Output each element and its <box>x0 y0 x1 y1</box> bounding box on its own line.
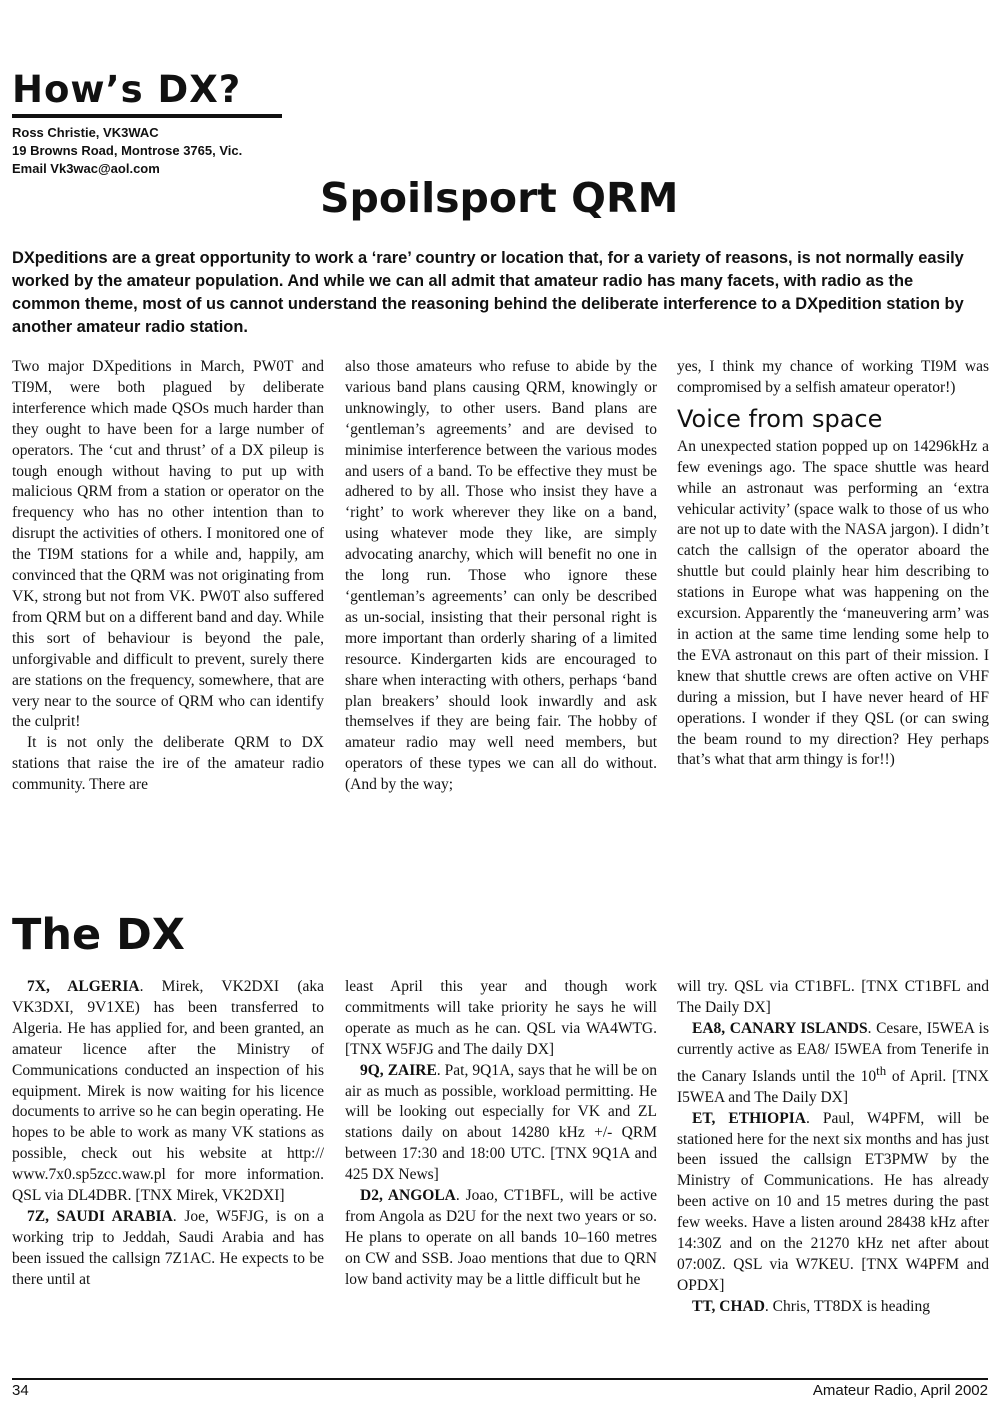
entry-text: of April. [TNX I5WEA and The Daily DX] <box>677 1067 990 1106</box>
column-title-rule <box>12 114 282 118</box>
section-subhead: Voice from space <box>677 404 883 433</box>
dx-entry-zaire <box>345 1061 657 1186</box>
article-column-2 <box>345 357 657 796</box>
dx-entry-canary-islands <box>677 1019 989 1109</box>
entry-text: . Joe, W5FJG, is on a working trip to Jeddah, Saudi Arabia and has been issued the callsign 7Z1AC. He expects to be there until at <box>12 1207 324 1288</box>
column-header <box>12 70 282 178</box>
entry-text: . Paul, W4PFM, will be stationed here for the next six months and has just been issued the callsign ET3PMW by the Ministry of Communications. He has already been active on 10 and 15 metres during the past few weeks. Have a listen around 28438 kHz after 14:30Z and on the 21270 kHz net after about 07:00Z. QSL via W7KEU. [TNX W4PFM and OPDX] <box>677 1109 990 1294</box>
article-column-3 <box>677 357 989 771</box>
entry-heading: 7X, ALGERIA <box>27 978 140 995</box>
dx-entry-saudi-arabia <box>12 1207 324 1291</box>
dx-entry-ethiopia <box>677 1109 989 1297</box>
paragraph: also those amateurs who refuse to abide by the various band plans causing QRM, knowingly or unknowingly, to other users. Band plans are ‘gentleman’s agreements’ and are devised to minimise interference between the various modes and users of a band. To be effective they must be adhered to by all. Those who insist they have a ‘right’ to work wherever they like on a band, using whatever mode they like, are simply advocating anarchy, which will benefit no one in the long run. Those who ignore these ‘gentleman’s agreements’ can only be described as un-social, insisting that their personal right is more important than orderly sharing of a limited resource. Kindergarten kids are encouraged to share when interacting with others, perhaps ‘band plan breakers’ should look inwardly and ask themselves if they are being fair. The hobby of amateur radio may well need members, but operators of these types we can all do without. (And by the way; <box>345 358 657 794</box>
paragraph: An unexpected station popped up on 14296kHz a few evenings ago. The space shuttle was heard while an astronaut was performing an ‘extra vehicular activity’ (space walk to those of us who are not up to date with the NASA jargon). I didn’t catch the callsign of the operator aboard the shuttle but could plainly hear him describing to stations in Europe what was happening on the excursion. Apparently the ‘maneuvering arm’ was in action at the same time lending some help to the EVA astronaut on this part of their mission. I knew that shuttle crews are often active on VHF during a mission, but I have never heard of HF operations. I wonder if they QSL (or can swing the beam round to my direction? Hey perhaps that’s what that arm thingy is for!!) <box>677 437 989 769</box>
entry-text: . Pat, 9Q1A, says that he will be on air as much as possible, workload permitting. He will be looking out especially for VK and ZL stations daily on about 14280 kHz +/- QRM between 17:30 and 18:00 UTC. [TNX 9Q1A and 425 DX News] <box>345 1061 657 1184</box>
page-number: 34 <box>12 1382 29 1399</box>
entry-text: . Joao, CT1BFL, will be active from Angola as D2U for the next two years or so. He plans to operate on all bands 10–160 metres on CW and SSB. Joao mentions that due to QRN low band activity may be a little difficult but he <box>345 1187 658 1288</box>
entry-heading: EA8, CANARY ISLANDS <box>692 1019 868 1037</box>
entry-heading: D2, ANGOLA <box>360 1187 456 1205</box>
column-title: How’s DX? <box>12 68 242 111</box>
article-column-1 <box>12 357 324 796</box>
dx-entry-angola <box>345 1186 657 1291</box>
publication-credit: Amateur Radio, April 2002 <box>812 1382 988 1399</box>
paragraph: will try. QSL via CT1BFL. [TNX CT1BFL and The Daily DX] <box>677 978 989 1016</box>
footer-rule <box>12 1378 988 1380</box>
dx-entry-algeria <box>12 977 324 1207</box>
entry-heading: TT, CHAD <box>692 1297 765 1315</box>
author-name: Ross Christie, VK3WAC <box>12 125 159 140</box>
paragraph: It is not only the deliberate QRM to DX stations that raise the ire of the amateur radio community. There are <box>12 734 324 794</box>
dx-entry-chad <box>677 1297 989 1318</box>
dx-column-2 <box>345 977 657 1291</box>
entry-text: . Chris, TT8DX is heading <box>764 1297 930 1315</box>
ordinal-suffix: th <box>876 1062 887 1078</box>
entry-heading: 7Z, SAUDI ARABIA <box>27 1207 173 1225</box>
dx-section-title: The DX <box>12 910 185 960</box>
dx-column-1 <box>12 977 324 1291</box>
dx-column-3 <box>677 977 989 1318</box>
paragraph: yes, I think my chance of working TI9M was compromised by a selfish amateur operator!) <box>677 358 989 396</box>
entry-text: . Mirek, VK2DXI (aka VK3DXI, 9V1XE) has been transferred to Algeria. He has applied for, and been granted, an amateur licence after the Ministry of Communications conducted an inspection of his equipment. Mirek is now waiting for his licence documents to arrive so he can begin operating. He hopes to be able to work as many VK stations as possible, check out his website at http:// www.7x0.sp5zcc.waw.pl for more information. QSL via DL4DBR. [TNX Mirek, VK2DXI] <box>12 978 324 1205</box>
paragraph: Two major DXpeditions in March, PW0T and TI9M, were both plagued by deliberate interference which made QSOs much harder than they ought to have been for a large number of operators. The ‘cut and thrust’ of a DX pileup is tough enough without having to put up with malicious QRM from a station or operator on the frequency who has no other intention than to disrupt the activities of others. I monitored one of the TI9M stations for a while and, happily, am convinced that the QRM was not originating from VK, strong but not from VK. PW0T also suffered from QRM but on a different band and day. While this sort of behaviour is beyond the pale, unforgivable and difficult to prevent, surely there are stations on the frequency, somewhere, that are very near to the source of QRM who can identify the culprit! <box>12 358 324 731</box>
author-email: Email Vk3wac@aol.com <box>12 161 160 176</box>
paragraph: least April this year and though work commitments will take priority he says he will operate as much as he can. QSL via WA4WTG. [TNX W5FJG and The daily DX] <box>345 978 657 1058</box>
entry-heading: ET, ETHIOPIA <box>692 1109 806 1127</box>
article-title: Spoilsport QRM <box>320 174 679 222</box>
author-block <box>12 124 282 178</box>
article-lead: DXpeditions are a great opportunity to work a ‘rare’ country or location that, for a variety of reasons, is not normally easily worked by the amateur population. And while we can all admit that amateur radio has many facets, with radio as the common theme, most of us cannot understand the reasoning behind the deliberate interference to a DXpedition station by another amateur radio station. <box>12 249 964 336</box>
author-address: 19 Browns Road, Montrose 3765, Vic. <box>12 143 243 158</box>
entry-text: . Cesare, I5WEA is currently active as EA8/ I5WEA from Tenerife in the Canary Islands until the 10 <box>677 1019 990 1085</box>
entry-heading: 9Q, ZAIRE <box>360 1061 437 1079</box>
